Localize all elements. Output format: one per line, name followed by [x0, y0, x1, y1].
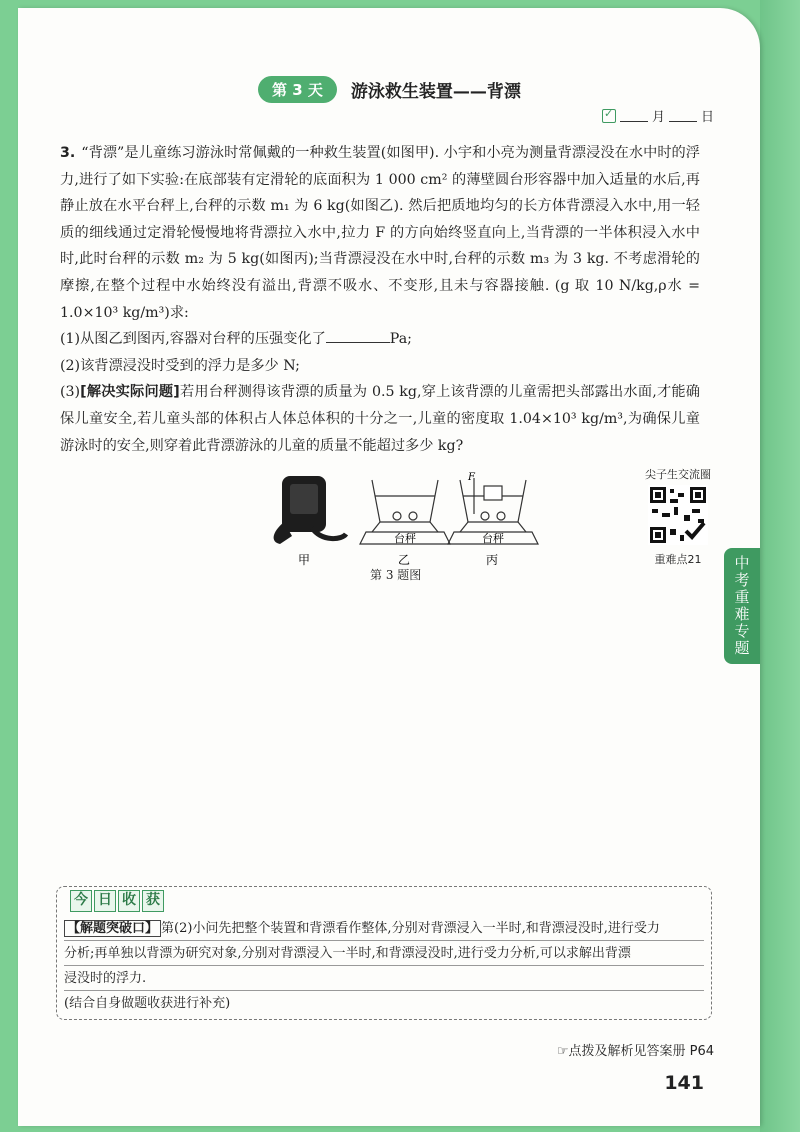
subquestion-1-unit: Pa; [389, 331, 412, 348]
subquestion-3 [60, 379, 700, 459]
subquestion-3-tag: [解决实际问题] [80, 384, 180, 401]
subquestion-2: (2)该背漂浸没时受到的浮力是多少 N; [60, 357, 300, 374]
qr-top-label: 尖子生交流圈 [645, 468, 711, 481]
harvest-notes[interactable] [64, 916, 704, 1016]
harvest-line-3: 浸没时的浮力. [64, 966, 704, 991]
subquestion-1 [60, 326, 700, 353]
harvest-text: 第(2)小问先把整个装置和背漂看作整体,分别对背漂浸入一半时,和背漂浸没时,进行受力 [161, 921, 660, 936]
harvest-title-char: 获 [142, 890, 164, 912]
page-header [258, 76, 521, 103]
month-label: 月 [651, 110, 665, 125]
harvest-title-char: 日 [94, 890, 116, 912]
page-title: 游泳救生装置——背漂 [350, 82, 521, 102]
float-backpack-figure [274, 476, 346, 544]
harvest-line-1 [64, 916, 704, 941]
side-tab[interactable]: 中考重难专题 [724, 548, 760, 664]
key-label: 【解题突破口】 [64, 920, 161, 937]
qr-code-icon[interactable] [648, 485, 708, 545]
harvest-title-char: 今 [70, 890, 92, 912]
page-number: 141 [664, 1072, 704, 1094]
month-blank[interactable] [620, 110, 648, 122]
answer-blank[interactable] [326, 329, 390, 343]
green-page-edge [760, 0, 800, 1132]
qr-block[interactable] [640, 466, 716, 567]
day-badge: 第 3 天 [258, 76, 337, 103]
answer-reference: ☞点拨及解析见答案册 P64 [556, 1044, 714, 1059]
force-label: F [468, 472, 475, 483]
problem-3 [60, 140, 700, 459]
subquestion-3-text: 若用台秤测得该背漂的质量为 0.5 kg,穿上该背漂的儿童需把头部露出水面,才能确保儿童安全,若儿童头部的体积占人体总体积的十分之一,儿童的密度取 1.04×10³ kg/m³,为确保儿童游泳时的安全,则穿着此背漂游泳的儿童的质量不能超过多少 kg? [60, 384, 700, 454]
figure-caption: 第 3 题图 [370, 568, 422, 582]
harvest-title-char: 收 [118, 890, 140, 912]
figure-label-jia: 甲 [298, 553, 311, 567]
scale-label-bing: 台秤 [482, 532, 504, 545]
date-line [602, 106, 714, 125]
harvest-line-4: (结合自身做题收获进行补充) [64, 996, 231, 1011]
harvest-line-2: 分析;再单独以背漂为研究对象,分别对背漂浸入一半时,和背漂浸没时,进行受力分析,可以求解出背漂 [64, 941, 704, 966]
harvest-title [70, 890, 164, 912]
problem-number: 3. [60, 145, 76, 161]
problem-stem: “背漂”是儿童练习游泳时常佩戴的一种救生装置(如图甲). 小宇和小亮为测量背漂浸没在水中时的浮力,进行了如下实验:在底部装有定滑轮的底面积为 1 000 cm² 的薄壁圆台形容器中加入适量的水后,再静止放在水平台秤上,台秤的示数 m₁ 为 6 kg(如图乙). 然后把质地均匀的长方体背漂浸入水中,用一轻质的细线通过定滑轮慢慢地将背漂拉入水中,拉力 F 的方向始终竖直向上,当背漂的一半体积浸入水中时,此时台秤的示数 m₂ 为 5 kg(如图丙);当背漂浸没在水中时,台秤的示数 m₃ 为 3 kg. 不考虑滑轮的摩擦,在整个过程中水始终没有溢出,背漂不吸水、不变形,且未与容器接触. (g 取 10 N/kg,ρ水 = 1.0×10³ kg/m³)求: [60, 145, 700, 321]
scale-label-yi: 台秤 [394, 532, 416, 545]
figure-label-bing: 丙 [486, 553, 499, 567]
day-label: 日 [700, 110, 714, 125]
subquestion-3-number: (3) [60, 384, 81, 401]
qr-bottom-label: 重难点21 [654, 553, 702, 566]
subquestion-1-text: (1)从图乙到图丙,容器对台秤的压强变化了 [60, 331, 326, 348]
calendar-check-icon [602, 109, 616, 123]
figure-label-yi: 乙 [398, 553, 411, 567]
day-blank[interactable] [669, 110, 697, 122]
